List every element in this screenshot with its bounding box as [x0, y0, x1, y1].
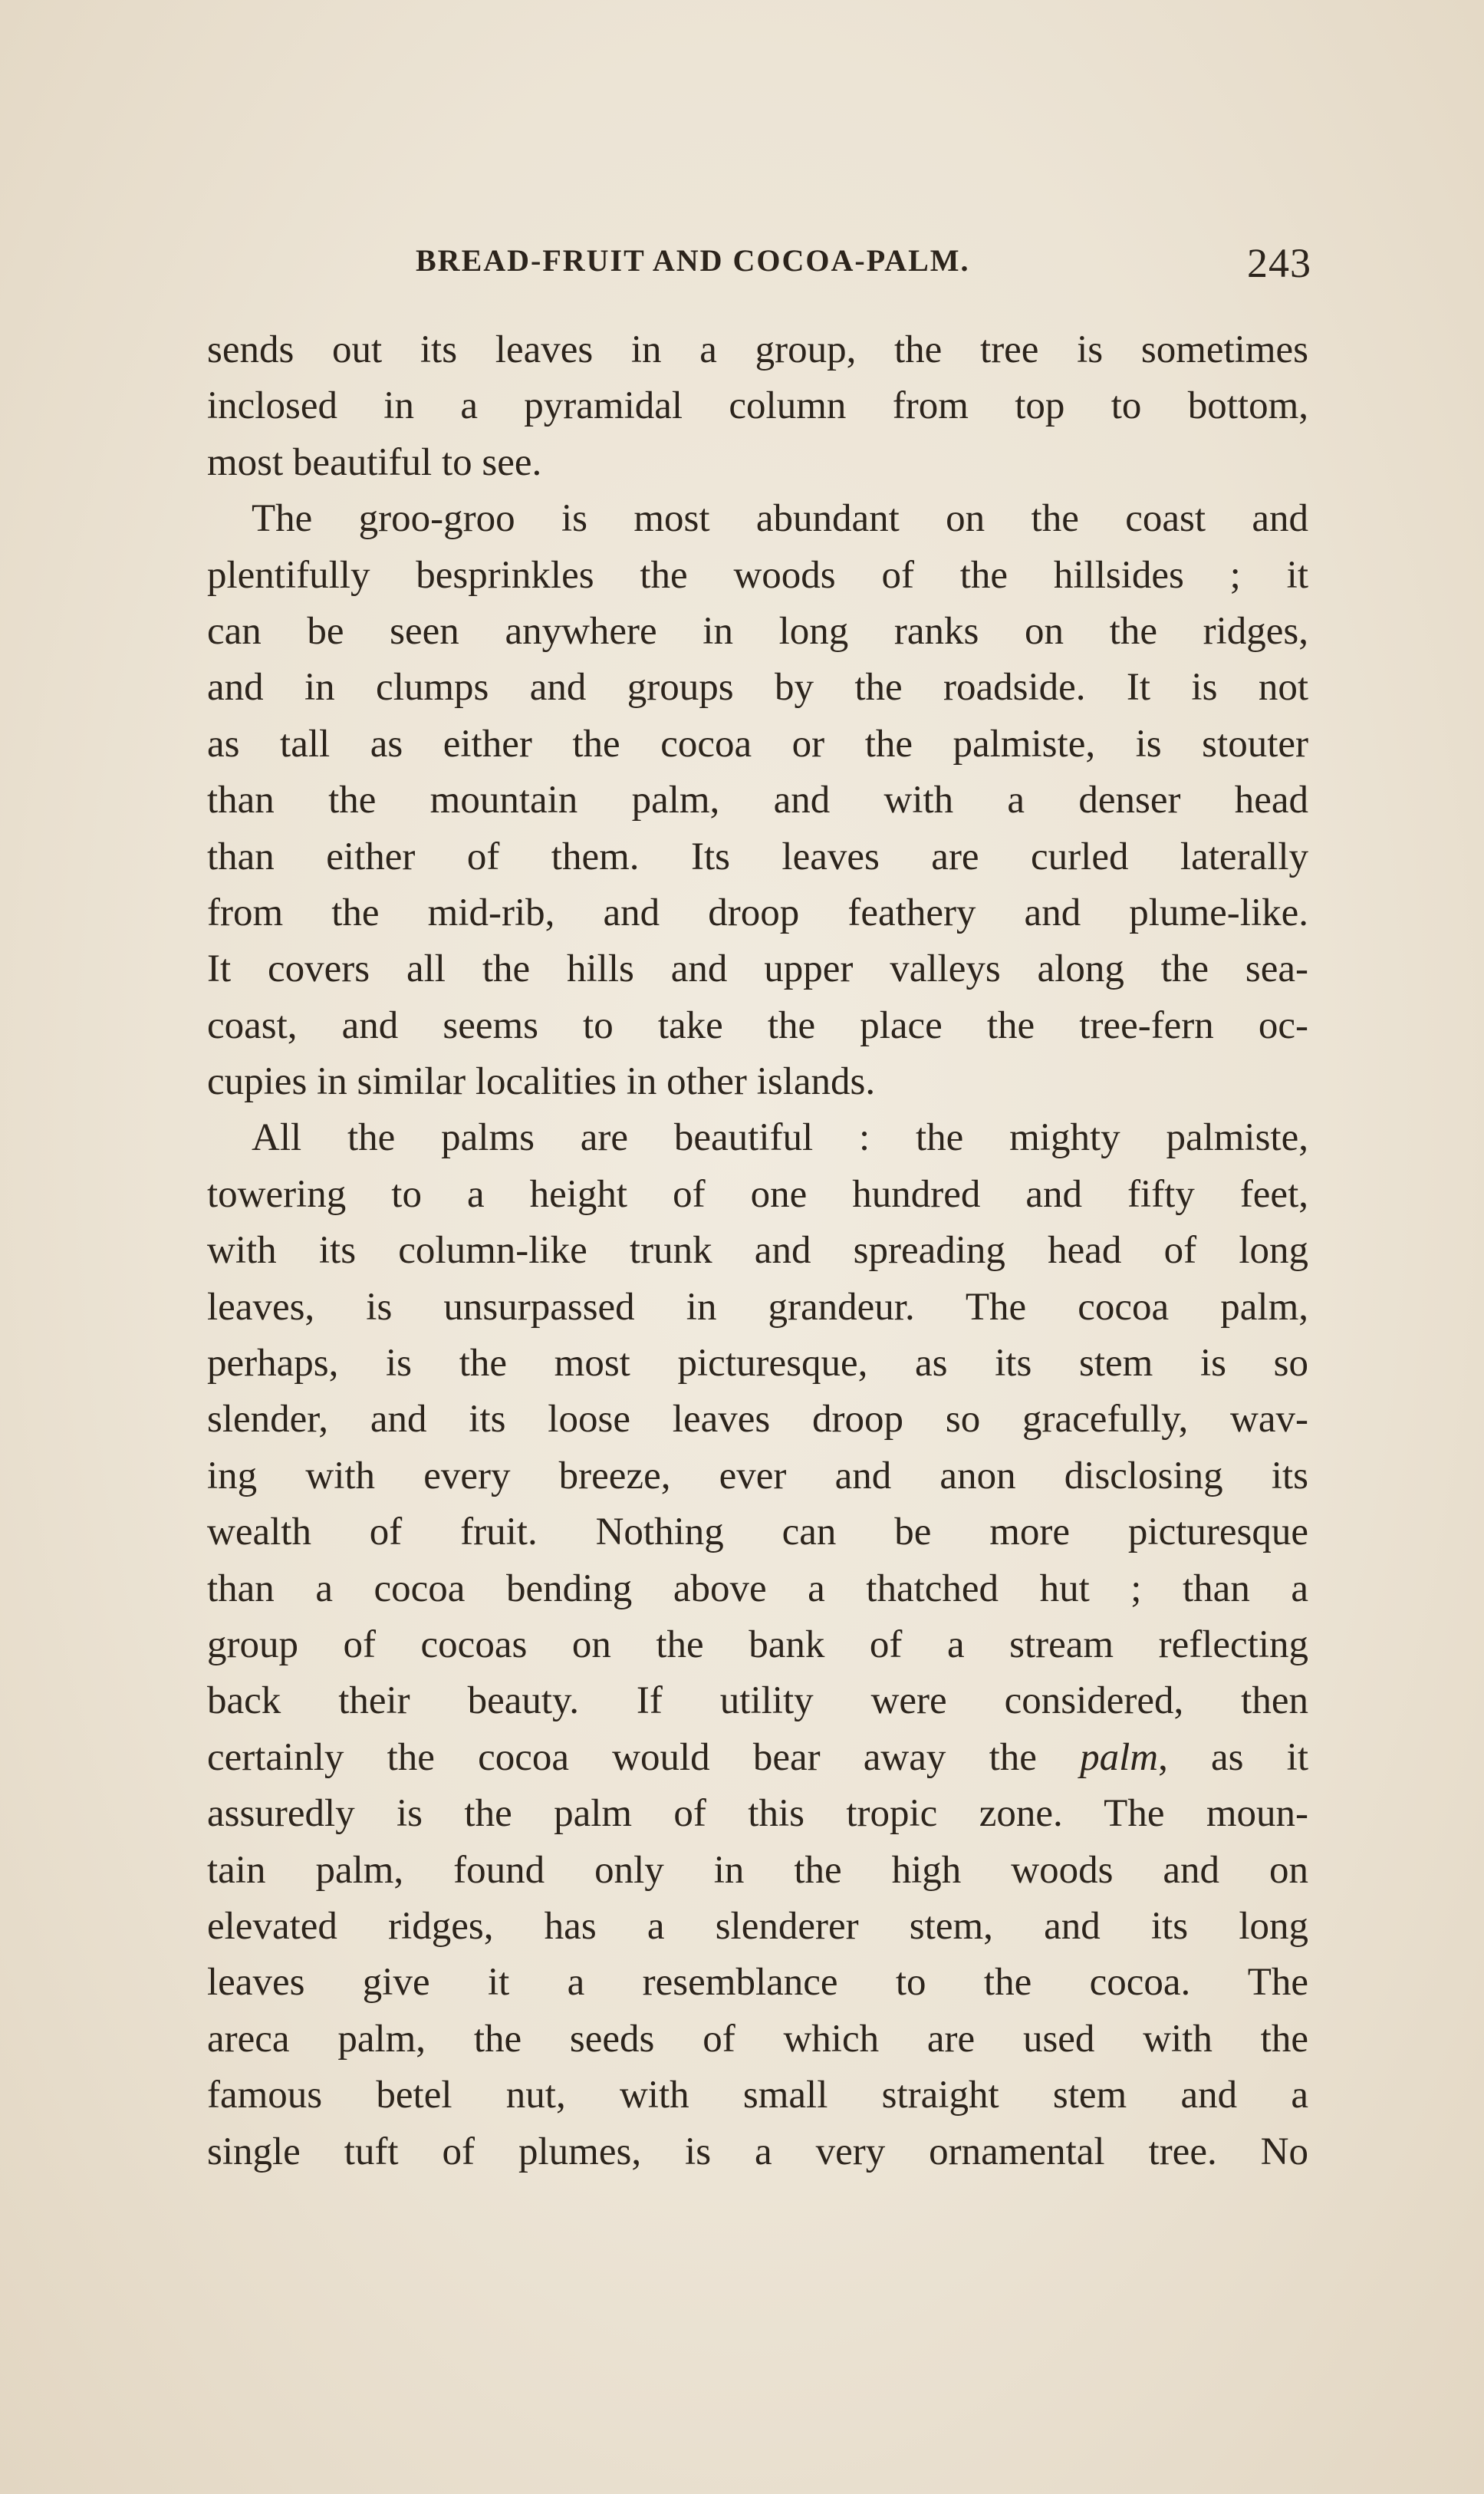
text-segment: , as it [1158, 1735, 1308, 1779]
text-line: inclosed in a pyramidal column from top to bottom, [207, 384, 1308, 428]
text-line: than the mountain palm, and with a denser head [207, 779, 1308, 822]
text-line: It covers all the hills and upper valleys along the sea- [207, 947, 1308, 991]
text-line: elevated ridges, has a slenderer stem, and its long [207, 1904, 1308, 1948]
text-line: can be seen anywhere in long ranks on the ridges, [207, 609, 1308, 653]
text-line: ing with every breeze, ever and anon disclosing its [207, 1454, 1308, 1497]
text-line: with its column-like trunk and spreading head of long [207, 1229, 1308, 1273]
text-line: single tuft of plumes, is a very ornamental tree. No [207, 2130, 1308, 2173]
text-line: most beautiful to see. [207, 440, 542, 484]
text-line: tain palm, found only in the high woods and on [207, 1848, 1308, 1892]
running-head [207, 239, 1311, 293]
text-line-with-italic [207, 1730, 1308, 1786]
running-title: BREAD-FRUIT AND COCOA-PALM. [416, 243, 970, 278]
italic-word: palm [1080, 1735, 1159, 1779]
body-text [207, 322, 1308, 2180]
text-line: back their beauty. If utility were considered, then [207, 1679, 1308, 1723]
text-line: towering to a height of one hundred and fifty feet, [207, 1172, 1308, 1216]
text-line: famous betel nut, with small straight stem and a [207, 2074, 1308, 2117]
text-line: wealth of fruit. Nothing can be more picturesque [207, 1511, 1308, 1554]
text-line: than either of them. Its leaves are curled laterally [207, 835, 1308, 878]
text-line: areca palm, the seeds of which are used with the [207, 2017, 1308, 2061]
text-line: perhaps, is the most picturesque, as its stem is so [207, 1342, 1308, 1385]
text-line: All the palms are beautiful : the mighty palmiste, [252, 1116, 1308, 1160]
text-line: than a cocoa bending above a thatched hut ; than a [207, 1567, 1308, 1610]
text-line: cupies in similar localities in other islands. [207, 1060, 876, 1104]
text-line: The groo-groo is most abundant on the coast and [252, 497, 1308, 541]
text-line: leaves give it a resemblance to the cocoa. The [207, 1961, 1308, 2005]
text-line: as tall as either the cocoa or the palmiste, is stouter [207, 722, 1308, 766]
text-line: plentifully besprinkles the woods of the hillsides ; it [207, 553, 1308, 597]
text-line: and in clumps and groups by the roadside. It is not [207, 666, 1308, 710]
text-line: leaves, is unsurpassed in grandeur. The cocoa palm, [207, 1285, 1308, 1329]
page-number: 243 [1247, 240, 1311, 286]
text-line: sends out its leaves in a group, the tree is sometimes [207, 328, 1308, 371]
text-segment: certainly the cocoa would bear away the [207, 1735, 1081, 1779]
text-line: from the mid-rib, and droop feathery and plume-like. [207, 891, 1308, 934]
text-line: coast, and seems to take the place the tree-fern oc- [207, 1003, 1308, 1047]
text-line: group of cocoas on the bank of a stream reflecting [207, 1623, 1308, 1666]
text-line: slender, and its loose leaves droop so gracefully, wav- [207, 1398, 1308, 1441]
text-line: assuredly is the palm of this tropic zone. The moun- [207, 1792, 1308, 1836]
